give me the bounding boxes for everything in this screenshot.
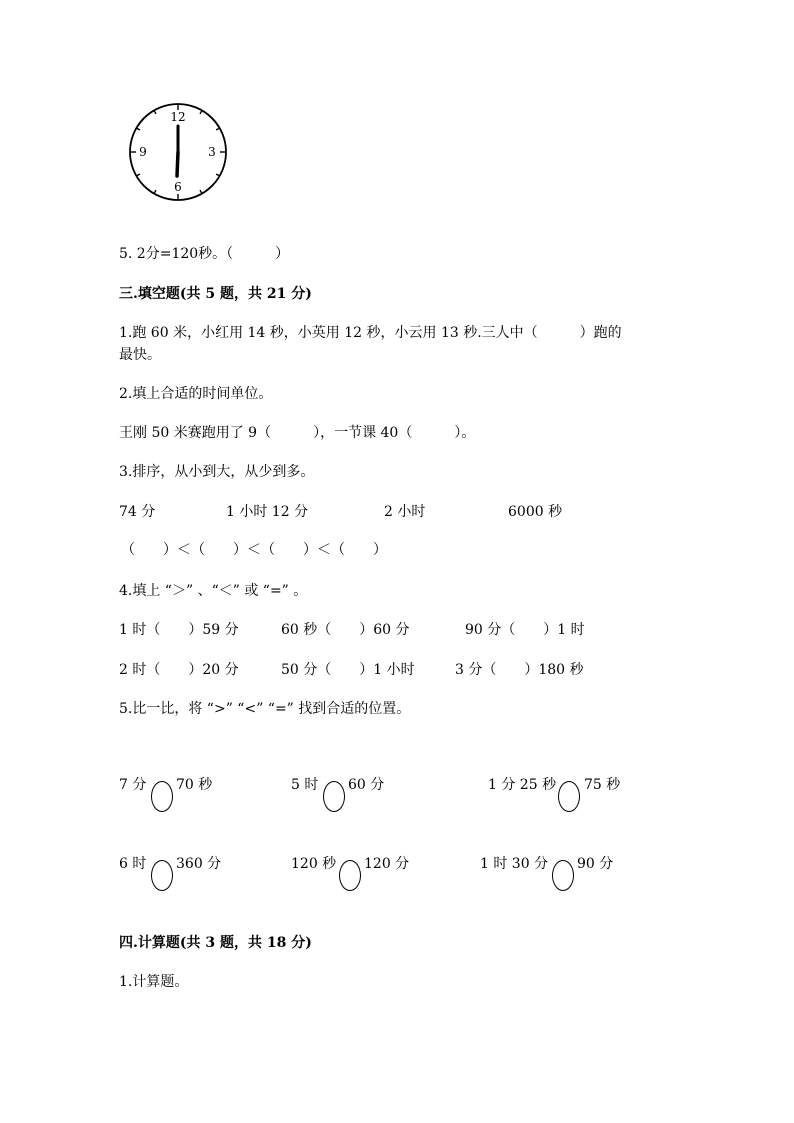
q4-row2-item1: 2 时（ ）20 分 bbox=[119, 662, 239, 678]
compare-right-2: 60 分 bbox=[348, 777, 385, 793]
q4-row1-item2: 60 秒（ ）60 分 bbox=[281, 622, 410, 638]
q2-title: 2.填上合适的时间单位。 bbox=[119, 386, 273, 402]
q4-row2-item3: 3 分（ ）180 秒 bbox=[455, 662, 584, 678]
q3-title: 3.排序，从小到大，从少到多。 bbox=[119, 464, 315, 480]
q1-line1: 1.跑 60 米，小红用 14 秒，小英用 12 秒，小云用 13 秒.三人中（ ）跑的 bbox=[119, 325, 622, 341]
q3-item-4: 6000 秒 bbox=[508, 504, 563, 520]
q2-text: 王刚 50 米赛跑用了 9（ ），一节课 40（ ）。 bbox=[119, 425, 476, 441]
q3-order-blanks: （ ）＜（ ）＜（ ）＜（ ） bbox=[121, 542, 387, 558]
compare-oval-1[interactable] bbox=[151, 781, 173, 812]
q4-row2-item2: 50 分（ ）1 小时 bbox=[281, 662, 415, 678]
compare-right-3: 75 秒 bbox=[584, 777, 621, 793]
compare-left-2: 5 时 bbox=[291, 777, 319, 793]
compare-left-5: 120 秒 bbox=[291, 856, 337, 872]
compare-right-6: 90 分 bbox=[577, 856, 614, 872]
section4-title: 四.计算题(共 3 题，共 18 分) bbox=[119, 935, 312, 951]
q1-line2: 最快。 bbox=[119, 347, 161, 363]
compare-oval-6[interactable] bbox=[552, 860, 574, 891]
q4-title: 4.填上 “＞” 、“＜” 或 “=” 。 bbox=[119, 583, 308, 599]
q3-item-1: 74 分 bbox=[119, 504, 156, 520]
compare-right-4: 360 分 bbox=[176, 856, 222, 872]
q4-row1-item1: 1 时（ ）59 分 bbox=[119, 622, 239, 638]
q5-title: 5.比一比，将 “>” “<” “=” 找到合适的位置。 bbox=[119, 701, 411, 717]
compare-oval-3[interactable] bbox=[558, 781, 580, 812]
compare-oval-5[interactable] bbox=[339, 860, 361, 891]
compare-left-6: 1 时 30 分 bbox=[480, 856, 549, 872]
section4-q1: 1.计算题。 bbox=[119, 974, 189, 990]
compare-oval-4[interactable] bbox=[151, 860, 173, 891]
clock-numeral-12: 12 bbox=[170, 110, 186, 124]
compare-left-1: 7 分 bbox=[119, 777, 147, 793]
clock-numeral-6: 6 bbox=[174, 180, 182, 194]
compare-left-4: 6 时 bbox=[119, 856, 147, 872]
q3-item-2: 1 小时 12 分 bbox=[226, 504, 309, 520]
clock-numeral-9: 9 bbox=[139, 145, 147, 159]
compare-right-1: 70 秒 bbox=[176, 777, 213, 793]
compare-right-5: 120 分 bbox=[364, 856, 410, 872]
section3-title: 三.填空题(共 5 题，共 21 分) bbox=[119, 286, 312, 302]
clock-numeral-3: 3 bbox=[208, 145, 216, 159]
clock-figure bbox=[126, 100, 230, 204]
q3-item-3: 2 小时 bbox=[384, 504, 426, 520]
clock-hour-hand bbox=[177, 152, 178, 176]
true-false-q5: 5. 2分=120秒。（ ） bbox=[119, 246, 290, 262]
q4-row1-item3: 90 分（ ）1 时 bbox=[465, 622, 585, 638]
compare-oval-2[interactable] bbox=[323, 781, 345, 812]
compare-left-3: 1 分 25 秒 bbox=[488, 777, 557, 793]
